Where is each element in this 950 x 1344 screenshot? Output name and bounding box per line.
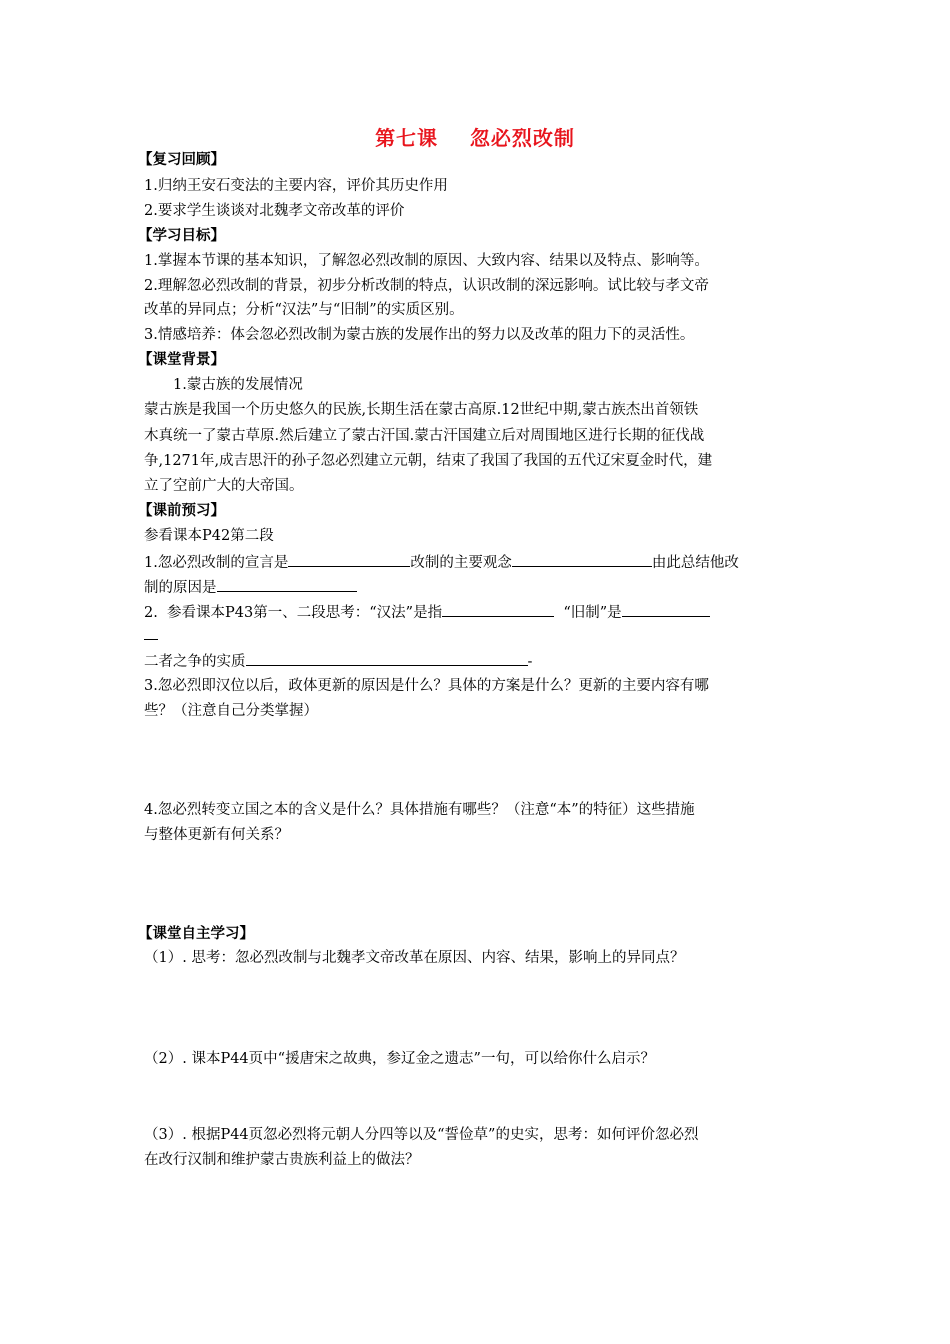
review-heading: 【复习回顾】 — [138, 152, 225, 168]
preview-q1-line — [144, 551, 739, 573]
goals-line: 1.掌握本节课的基本知识，了解忽必烈改制的原因、大致内容、结果以及特点、影响等。 — [144, 253, 709, 269]
answer-blank[interactable] — [442, 601, 554, 617]
preview-q1-line — [144, 576, 357, 598]
answer-blank[interactable] — [246, 650, 528, 666]
preview-q4-line: 与整体更新有何关系？ — [144, 827, 289, 843]
background-line: 蒙古族是我国一个历史悠久的民族,长期生活在蒙古高原.12世纪中期,蒙古族杰出首领铁 — [144, 402, 699, 418]
preview-q2-line — [144, 624, 158, 646]
answer-blank[interactable] — [622, 601, 710, 617]
preview-intro: 参看课本P42第二段 — [144, 528, 274, 544]
preview-q3-line: 些？（注意自己分类掌握） — [144, 703, 318, 719]
preview-q4-line: 4.忽必烈转变立国之本的含义是什么？具体措施有哪些？（注意“本”的特征）这些措施 — [144, 802, 695, 818]
q1-text: 1.忽必烈改制的宣言是 — [144, 555, 289, 571]
review-item: 2.要求学生谈谈对北魏孝文帝改革的评价 — [144, 203, 405, 219]
q1-text: 制的原因是 — [144, 580, 217, 596]
preview-q2-line — [144, 601, 710, 623]
answer-blank[interactable] — [144, 624, 158, 640]
self-study-question: （3）. 根据P44页忽必烈将元朝人分四等以及“誓俭草”的史实，思考：如何评价忽必烈 — [144, 1127, 699, 1143]
page-title: 第七课 忽必烈改制 — [375, 126, 575, 150]
preview-q3-line: 3.忽必烈即汉位以后，政体更新的原因是什么？具体的方案是什么？更新的主要内容有哪 — [144, 678, 709, 694]
preview-heading: 【课前预习】 — [138, 503, 225, 519]
goals-line: 改革的异同点；分析“汉法”与“旧制”的实质区别。 — [144, 302, 464, 318]
goals-heading: 【学习目标】 — [138, 228, 225, 244]
background-heading: 【课堂背景】 — [138, 352, 225, 368]
goals-line: 3.情感培养：体会忽必烈改制为蒙古族的发展作出的努力以及改革的阻力下的灵活性。 — [144, 327, 695, 343]
background-line: 争,1271年,成吉思汗的孙子忽必烈建立元朝，结束了我国了我国的五代辽宋夏金时代，建 — [144, 453, 713, 469]
answer-blank[interactable] — [217, 576, 357, 592]
self-study-question: （1）. 思考：忽必烈改制与北魏孝文帝改革在原因、内容、结果，影响上的异同点？ — [144, 950, 685, 966]
answer-blank[interactable] — [288, 551, 410, 567]
preview-q2-line — [144, 650, 532, 672]
background-subheading: 1.蒙古族的发展情况 — [173, 377, 303, 393]
self-study-heading: 【课堂自主学习】 — [138, 926, 254, 942]
self-study-question: 在改行汉制和维护蒙古贵族利益上的做法？ — [144, 1152, 420, 1168]
self-study-question: （2）. 课本P44页中“援唐宋之故典，参辽金之遗志”一句，可以给你什么启示？ — [144, 1051, 655, 1067]
q2-text: “旧制”是 — [563, 605, 622, 621]
goals-line: 2.理解忽必烈改制的背景，初步分析改制的特点，认识改制的深远影响。试比较与孝文帝 — [144, 278, 709, 294]
q1-text: 改制的主要观念 — [410, 555, 512, 571]
answer-blank[interactable] — [512, 551, 652, 567]
background-line: 立了空前广大的大帝国。 — [144, 478, 304, 494]
review-item: 1.归纳王安石变法的主要内容，评价其历史作用 — [144, 178, 448, 194]
background-line: 木真统一了蒙古草原.然后建立了蒙古汗国.蒙古汗国建立后对周围地区进行长期的征伐战 — [144, 428, 705, 444]
q2-text: 二者之争的实质 — [144, 654, 246, 670]
q1-text: 由此总结他改 — [651, 555, 739, 571]
q2-text: - — [527, 654, 533, 670]
q2-text: 2. 参看课本P43第一、二段思考：“汉法”是指 — [144, 605, 443, 621]
